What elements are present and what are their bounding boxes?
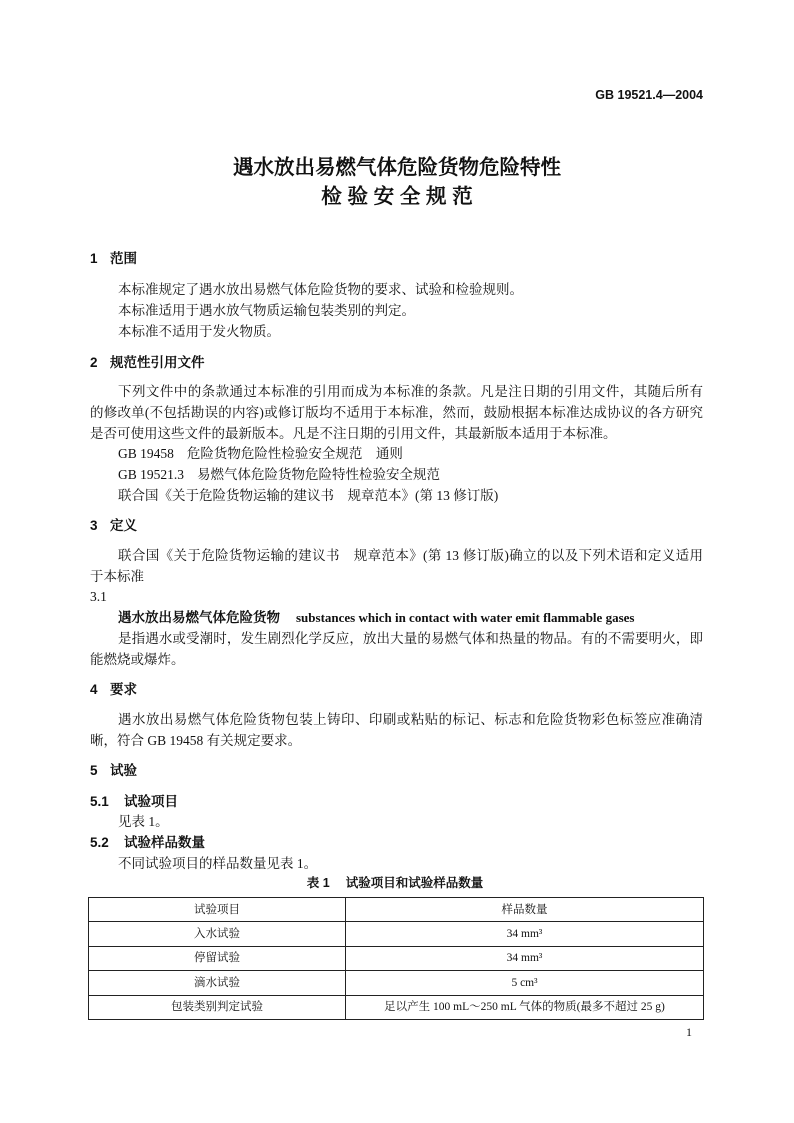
section-title: 规范性引用文件 — [110, 355, 205, 370]
table-caption — [0, 873, 794, 893]
section-number: 4 — [90, 682, 98, 697]
paragraph-line: 下列文件中的条款通过本标准的引用而成为本标准的条款。凡是注日期的引用文件，其随后所有 — [118, 384, 703, 399]
table-cell-sample-quantity: 足以产生 100 mL～250 mL 气体的物质(最多不超过 25 g) — [346, 995, 704, 1019]
section-title: 试验 — [110, 763, 137, 778]
table-cell-test-item: 包装类别判定试验 — [89, 995, 346, 1019]
table-row — [89, 995, 704, 1019]
reference-title: 易燃气体危险货物危险特性检验安全规范 — [197, 467, 441, 482]
reference-title: 危险货物危险性检验安全规范 通则 — [186, 446, 403, 461]
section-number: 1 — [90, 251, 98, 266]
paragraph: 本标准不适用于发火物质。 — [118, 324, 280, 339]
reference-item — [118, 464, 703, 485]
paragraph-line: 晰，符合 GB 19458 有关规定要求。 — [90, 733, 302, 748]
table-row — [89, 971, 704, 995]
section-heading-normative-references — [90, 352, 205, 373]
section-title: 定义 — [110, 518, 137, 533]
term-english: substances which in contact with water emit flammable gases — [296, 610, 635, 625]
paragraph-line: 是否可使用这些文件的最新版本。凡是不注日期的引用文件，其最新版本适用于本标准。 — [90, 426, 617, 441]
table-cell-sample-quantity: 5 cm³ — [346, 971, 704, 995]
standard-code: GB 19521.4—2004 — [595, 88, 703, 102]
table-cell-test-item: 入水试验 — [89, 922, 346, 946]
paragraph-line: 的修改单(不包括勘误的内容)或修订版均不适用于本标准，然而，鼓励根据本标准达成协议的各方研究 — [90, 405, 703, 420]
document-title-line-1: 遇水放出易燃气体危险货物危险特性 — [233, 156, 561, 179]
subsection-number: 5.1 — [90, 794, 109, 809]
section-heading-tests — [90, 760, 137, 781]
section-heading-scope — [90, 248, 137, 269]
paragraph-line: 联合国《关于危险货物运输的建议书 规章范本》(第 13 修订版)确立的以及下列术语和定义适用 — [118, 548, 703, 563]
section-title: 要求 — [110, 682, 137, 697]
column-header-test-item: 试验项目 — [89, 898, 346, 922]
reference-code: GB 19458 — [118, 446, 174, 461]
section-number: 5 — [90, 763, 98, 778]
paragraph: 不同试验项目的样品数量见表 1。 — [118, 856, 318, 871]
paragraph-line: 于本标准 — [90, 569, 144, 584]
definition-line: 是指遇水或受潮时，发生剧烈化学反应，放出大量的易燃气体和热量的物品。有的不需要明火，即 — [118, 631, 703, 646]
column-header-sample-quantity: 样品数量 — [346, 898, 704, 922]
subsection-title: 试验项目 — [124, 794, 178, 809]
page-number: 1 — [686, 1025, 692, 1039]
document-title-line-2: 检 验 安 全 规 范 — [321, 185, 473, 208]
table-cell-test-item: 滴水试验 — [89, 971, 346, 995]
section-number: 2 — [90, 355, 98, 370]
section-heading-requirements — [90, 679, 137, 700]
table-caption-number: 表 1 — [306, 876, 330, 890]
term-chinese: 遇水放出易燃气体危险货物 — [118, 610, 280, 625]
table-row — [89, 922, 704, 946]
section-heading-definitions — [90, 515, 137, 536]
reference-code: GB 19521.3 — [118, 467, 185, 482]
subsection-heading-test-items — [90, 791, 178, 812]
paragraph-line: 遇水放出易燃气体危险货物包装上铸印、印刷或粘贴的标记、标志和危险货物彩色标签应准确清 — [118, 712, 703, 727]
section-number: 3 — [90, 518, 98, 533]
table-cell-sample-quantity: 34 mm³ — [346, 946, 704, 970]
reference-item-un: 联合国《关于危险货物运输的建议书 规章范本》(第 13 修订版) — [118, 488, 499, 503]
term-entry — [118, 607, 703, 628]
section-title: 范围 — [110, 251, 137, 266]
reference-item — [118, 443, 703, 464]
table-header-row — [89, 898, 704, 922]
table-caption-title: 试验项目和试验样品数量 — [345, 876, 484, 890]
table-cell-sample-quantity: 34 mm³ — [346, 922, 704, 946]
term-number: 3.1 — [90, 589, 107, 604]
paragraph: 本标准适用于遇水放气物质运输包装类别的判定。 — [118, 303, 415, 318]
definition-line: 能燃烧或爆炸。 — [90, 652, 185, 667]
table-cell-test-item: 停留试验 — [89, 946, 346, 970]
paragraph: 本标准规定了遇水放出易燃气体危险货物的要求、试验和检验规则。 — [118, 282, 523, 297]
paragraph: 见表 1。 — [118, 814, 169, 829]
subsection-heading-sample-quantity — [90, 832, 205, 853]
table-row — [89, 946, 704, 970]
subsection-title: 试验样品数量 — [124, 835, 205, 850]
subsection-number: 5.2 — [90, 835, 109, 850]
sample-quantity-table — [88, 897, 704, 1020]
